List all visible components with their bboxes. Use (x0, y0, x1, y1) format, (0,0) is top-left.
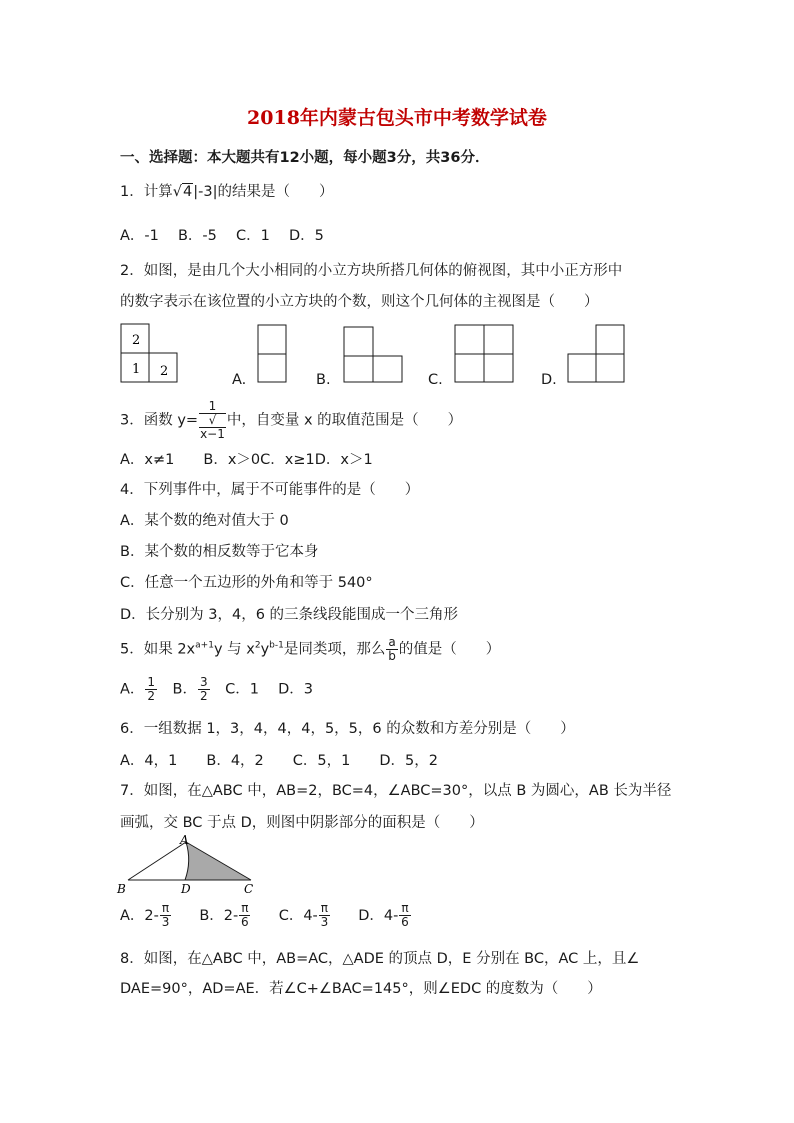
q5-suffix: 的值是（ ） (398, 641, 501, 658)
grid-num-3: 2 (160, 364, 169, 379)
q4-option-b[interactable]: B．某个数的相反数等于它本身 (120, 544, 319, 560)
q3-prefix: 3．函数 y= (120, 412, 199, 429)
q6-options[interactable]: A．4，1 B．4，2 C．5，1 D．5，2 (120, 753, 438, 769)
option-b-label: B. (316, 372, 331, 388)
grid-num-1: 2 (132, 333, 141, 348)
question-5 (120, 636, 500, 663)
q2-line2: 的数字表示在该位置的小立方块的个数，则这个几何体的主视图是（ ） (120, 294, 599, 310)
q4-stem: 4．下列事件中，属于不可能事件的是（ ） (120, 482, 420, 498)
q5-exponent-2: 2 (254, 640, 261, 651)
option-d-view[interactable] (568, 325, 624, 382)
top-view-grid (121, 324, 177, 382)
sqrt-sign: √ (172, 184, 182, 200)
q5-fraction: $\frac{a}{b}$ (388, 635, 396, 663)
q5-option-cd: C．1 D．3 (210, 681, 314, 698)
q5-exponent-3: b-1 (269, 640, 284, 651)
q5-option-b-fraction: $\frac{3}{2}$ (200, 675, 208, 703)
q3-options[interactable]: A．x≠1 B．x＞0C．x≥1D．x＞1 (120, 452, 373, 468)
q7-option-a[interactable]: A．2- $\frac{\pi}{3}$ (120, 901, 170, 929)
q7-option-c[interactable]: C．4- $\frac{\pi}{3}$ (278, 901, 329, 929)
q6-stem: 6．一组数据 1，3，4，4，4，5，5，6 的众数和方差分别是（ ） (120, 721, 575, 737)
q1-suffix: 的结果是（ ） (217, 184, 334, 200)
q1-radicand: 4 (182, 184, 193, 200)
q5-prefix: 5．如果 2x (120, 641, 196, 658)
option-d-label: D. (541, 372, 557, 388)
q7-line2: 画弧，交 BC 于点 D，则图中阴影部分的面积是（ ） (120, 815, 484, 831)
q5-mid-3: 是同类项，那么 (283, 641, 386, 658)
label-d: D (181, 882, 191, 896)
option-a-label: A. (232, 372, 247, 388)
q7-options[interactable] (120, 902, 412, 929)
q4-option-c[interactable]: C．任意一个五边形的外角和等于 540° (120, 575, 373, 591)
q5-mid-2: y (260, 641, 270, 658)
q2-line1: 2．如图，是由几个大小相同的小立方块所搭几何体的俯视图，其中小正方形中 (120, 263, 623, 279)
q1-prefix: 1．计算 (120, 184, 173, 200)
q7-option-d[interactable]: D．4- $\frac{\pi}{6}$ (358, 901, 409, 929)
label-c: C (244, 882, 254, 896)
q4-option-a[interactable]: A．某个数的绝对值大于 0 (120, 513, 289, 529)
option-c-view[interactable] (455, 325, 513, 382)
q1-abs: |-3| (193, 184, 218, 200)
q5-options[interactable] (120, 676, 313, 703)
q7-option-b[interactable]: B．2- $\frac{\pi}{6}$ (199, 901, 249, 929)
triangle-figure (114, 832, 264, 896)
q1-options[interactable]: A．-1 B．-5 C．1 D．5 (120, 228, 324, 244)
q5-option-a-fraction: $\frac{1}{2}$ (147, 675, 156, 703)
q8-line1: 8．如图，在△ABC 中，AB=AC，△ADE 的顶点 D，E 分别在 BC，AC 上，且∠ (120, 951, 640, 967)
section-heading: 一、选择题：本大题共有12小题，每小题3分，共36分． (120, 150, 490, 166)
question-3 (120, 400, 462, 441)
option-a-view[interactable] (258, 325, 286, 382)
q7-line1: 7．如图，在△ABC 中，AB=2，BC=4，∠ABC=30°，以点 B 为圆心，AB 长为半径 (120, 783, 672, 799)
q8-line2: DAE=90°，AD=AE．若∠C+∠BAC=145°，则∠EDC 的度数为（ ） (120, 981, 602, 997)
q5-option-a-label: A． (120, 681, 145, 698)
option-b-view[interactable] (344, 327, 402, 382)
q5-option-b-label: B． (158, 681, 198, 698)
q4-option-d[interactable]: D．长分别为 3，4，6 的三条线段能围成一个三角形 (120, 607, 459, 623)
label-b: B (117, 882, 126, 896)
q5-mid-1: y 与 x (213, 641, 255, 658)
q3-fraction: 1 √ x−1 (200, 399, 225, 441)
page-title: 2018年内蒙古包头市中考数学试卷 (247, 107, 547, 129)
grid-num-2: 1 (132, 362, 141, 377)
label-a: A (180, 833, 189, 847)
question-1 (120, 180, 333, 201)
option-c-label: C. (428, 372, 443, 388)
q3-suffix: 中，自变量 x 的取值范围是（ ） (226, 412, 463, 429)
q5-exponent-1: a+1 (195, 640, 214, 651)
q2-figures (118, 322, 638, 386)
